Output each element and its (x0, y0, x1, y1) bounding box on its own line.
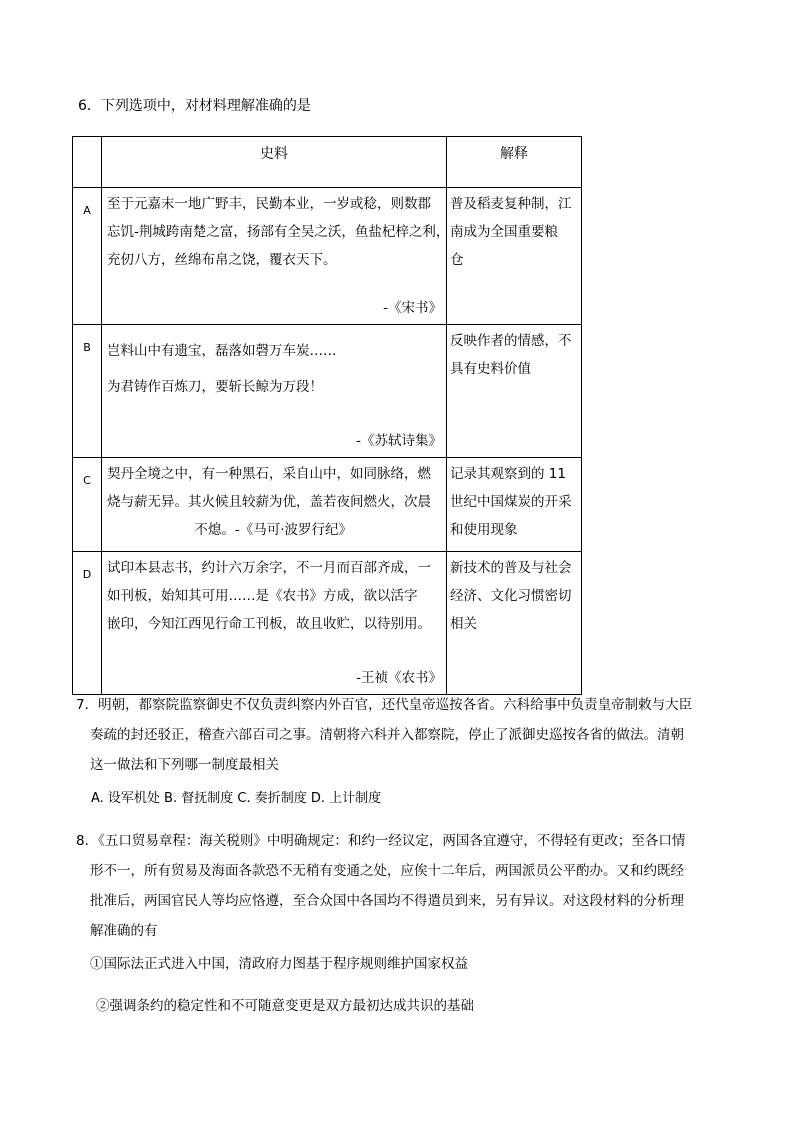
source-cell (102, 458, 447, 552)
header-source: 史料 (102, 137, 447, 188)
explanation-cell (447, 458, 582, 552)
source-line: 充仞八方，丝绵布帛之饶，覆衣天下。 (107, 252, 337, 268)
explanation-line: 相关 (450, 616, 477, 632)
question-7-line: 7．明朝，都察院监察御史不仅负责纠察内外百官，还代皇帝巡按各省。六科给事中负责皇帝制敕与大臣 (76, 697, 693, 713)
table-row-b (73, 325, 582, 458)
explanation-line: 记录其观察到的 11 (450, 466, 566, 482)
question-8-line: 形不一，所有贸易及海面各款恐不无稍有变通之处，应俟十二年后，两国派员公平酌办。又和约既经 (90, 863, 684, 879)
explanation-cell (447, 188, 582, 325)
source-cell (102, 188, 450, 325)
row-label: D (73, 552, 102, 695)
source-line: 忘饥-荆城跨南楚之富，扬部有全吴之沃，鱼盐杞梓之利， (107, 224, 450, 240)
explanation-line: 新技术的普及与社会 (450, 560, 572, 576)
explanation-line: 世纪中国煤炭的开采 (450, 494, 572, 510)
explanation-line: 经济、文化习惯密切 (450, 588, 572, 604)
explanation-line: 南成为全国重要粮 (450, 224, 558, 240)
table-row-c (73, 458, 582, 552)
source-line: 烧与薪无异。其火候且较薪为优，盖若夜间燃火，次晨 (107, 494, 431, 510)
source-line: 至于元嘉末一地广野丰，民勤本业，一岁或稔，则数郡 (107, 196, 431, 212)
explanation-line: 反映作者的情感，不 (450, 333, 572, 349)
question-8-item-1: ①国际法正式进入中国，清政府力图基于程序规则维护国家权益 (90, 956, 468, 972)
question-7-options: A. 设军机处 B. 督抚制度 C. 奏折制度 D. 上计制度 (91, 791, 382, 806)
row-label: A (73, 188, 102, 325)
source-line: 为君铸作百炼刀，要斩长鲸为万段！ (107, 379, 323, 395)
history-source-table (72, 136, 582, 695)
table-header-row (73, 137, 582, 188)
explanation-line: 仓 (450, 252, 464, 268)
source-reference: -王祯《农书》 (356, 670, 442, 686)
row-label: C (73, 458, 102, 552)
source-line: 试印本县志书，约计六万余字，不一月而百部齐成，一 (107, 560, 431, 576)
source-reference: -《宋书》 (383, 300, 442, 316)
explanation-line: 普及稻麦复种制，江 (450, 196, 572, 212)
source-line-with-reference: 不熄。-《马可·波罗行纪》 (194, 522, 352, 538)
question-7-stem (76, 690, 716, 780)
question-7-line: 奏疏的封还驳正，稽查六部百司之事。清朝将六科并入都察院，停止了派御史巡按各省的做法。清朝 (90, 727, 684, 743)
header-explanation: 解释 (447, 137, 582, 188)
source-cell (102, 552, 447, 695)
row-label: B (73, 325, 102, 458)
question-8-line: 批准后，两国官民人等均应恪遵，至合众国中各国均不得遣员到来，另有异议。对这段材料的分析理 (90, 893, 684, 909)
explanation-line: 和使用现象 (450, 522, 518, 538)
question-8-stem (76, 826, 716, 946)
table-row-d (73, 552, 582, 695)
question-6-title: 6．下列选项中，对材料理解准确的是 (78, 98, 311, 114)
explanation-cell (447, 325, 582, 458)
table-row-a (73, 188, 582, 325)
source-line: 如刊板，始知其可用……是《农书》方成，欲以活字 (107, 588, 418, 604)
explanation-line: 具有史料价值 (450, 361, 531, 377)
source-cell (102, 325, 447, 458)
source-line: 契丹全境之中，有一种黑石，采自山中，如同脉络，燃 (107, 466, 431, 482)
header-empty-cell (73, 137, 102, 188)
question-7-line: 这一做法和下列哪一制度最相关 (90, 757, 279, 773)
question-8-line: 8．《五口贸易章程：海关税则》中明确规定：和约一经议定，两国各宜遵守，不得轻有更改；至各口情 (76, 833, 686, 849)
source-reference: -《苏轼诗集》 (356, 433, 442, 449)
question-8-item-2: ②强调条约的稳定性和不可随意变更是双方最初达成共识的基础 (96, 998, 474, 1014)
question-8-line: 解准确的有 (90, 923, 158, 939)
source-line: 嵌印，今知江西见行命工刊板，故且收贮，以待别用。 (107, 616, 431, 632)
source-line: 岂料山中有遗宝，磊落如磬万车炭…… (107, 343, 337, 359)
explanation-cell (447, 552, 582, 695)
